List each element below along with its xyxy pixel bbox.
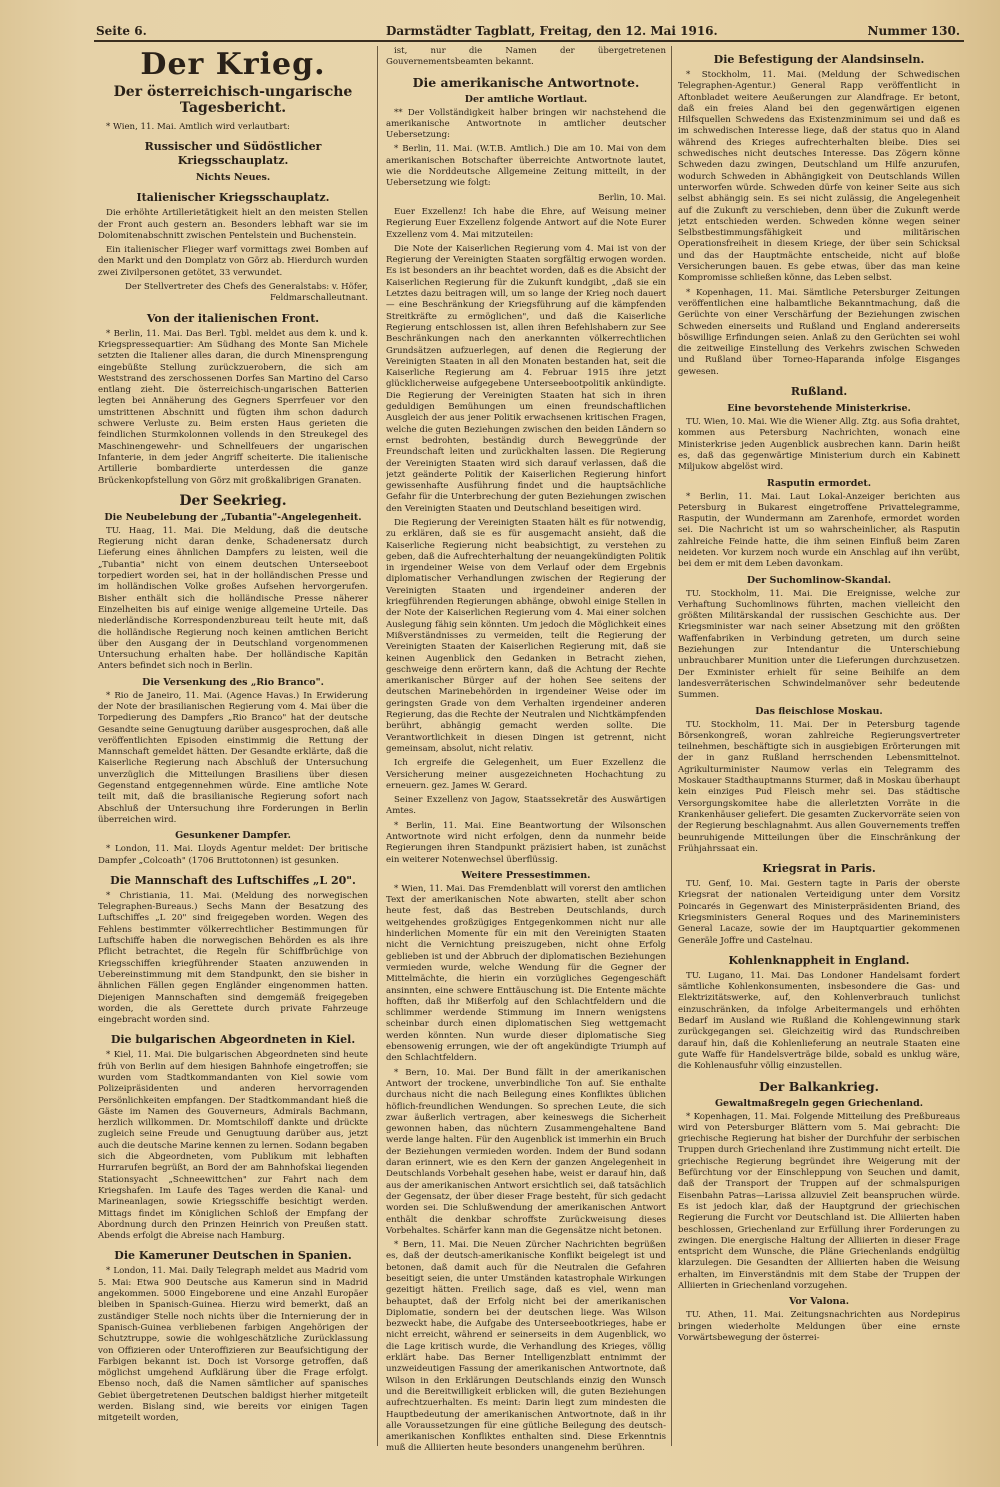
dateline: * Wien, 11. Mai. Amtlich wird verlautbart:: [106, 122, 290, 132]
article-text: * Kopenhagen, 11. Mai. Folgende Mitteilung des Preßbureaus wird von Petersburger Blättern vom 5. Mai gebracht: Die griechische Regierung hat bisher der Durchfuhr der serbischen Truppen durch Griechenland ihre Zustimmung nicht erteilt. Die griechische Regierung begründet ihre Weigerung mit der Befürchtung vor der Einschleppung von Seuchen und damit, daß der Transport der Truppen auf der schmalspurigen Eisenbahn Patras—Larissa allzuviel Zeit beanspruchen würde. Es ist jedoch klar, daß der Hauptgrund der griechischen Regierung die Furcht vor Deutschland ist. Die Alliierten haben beschlossen, Griechenland zur Erfüllung ihrer Forderungen zu zwingen. Die energische Haltung der Alliierten in dieser Frage entspricht dem Wunsche, die Pläne Griechenlands endgültig klarzulegen. Die Gesandten der Alliierten haben die Weisung erhalten, im Einverständnis mit dem Stabe der Truppen der Alliierten in Griechenland vorzugehen.: [678, 1111, 960, 1292]
heading-cameroon-germans: Die Kameruner Deutschen in Spanien.: [114, 1249, 352, 1263]
article-text: * Berlin, 11. Mai. Das Berl. Tgbl. meldet aus dem k. und k. Kriegspressequartier: Am Südhang des Monte San Michele setzten die Italiener alles daran, die durch Minensprengung eingebüßte Stellung zurückzuerobern, die sich am Weststrand des zerschossenen Dorfes San Martino del Carso entlang zieht. Die österreichisch-ungarischen Batterien legten bei Annäherung des Gegners Sperrfeuer vor den umstrittenen Abschnitt und fügten ihm schon dadurch schwere Verluste zu. Beim ersten Haus gerieten die feindlichen Sturmkolonnen vollends in den Streukegel des Maschinengewehr- und Schnellfeuers der ungarischen Infanterie, in dem jeder Angriff scheiterte. Die italienische Artillerie bombardierte unterdessen die ganze Brückenkopfstellung von Görz mit großkalibrigen Granaten.: [98, 328, 368, 486]
article-text: Die Note der Kaiserlichen Regierung vom 4. Mai ist von der Regierung der Vereinigten Staaten sorgfältig erwogen worden. Es ist besonders an ihr beachtet worden, daß es die Absicht der Kaiserlichen Regierung für die Zukunft kundgibt, „daß sie ein Letztes dazu beitragen will, um so lange der Krieg noch dauert — eine Beschränkung der Kriegsführung auf die kämpfenden Streitkräfte zu ermöglichen", und daß die Kaiserliche Regierung entschlossen ist, allen ihren Befehlshabern zur See Beschränkungen nach den anerkannten völkerrechtlichen Grundsätzen aufzuerlegen, auf denen die Regierung der Vereinigten Staaten in all den Monaten bestanden hat, seit die Kaiserliche Regierung am 4. Februar 1915 ihre jetzt glücklicherweise aufgegebene Unterseebootpolitik ankündigte. Die Regierung der Vereinigten Staaten hat sich in ihren geduldigen Bemühungen um einen freundschaftlichen Ausgleich der aus jener Politik erwachsenen kritischen Fragen, welche die guten Beziehungen zwischen den beiden Ländern so ernst bedrohten, beständig durch Beweggründe der Freundschaft leiten und zurückhalten lassen. Die Regierung der Vereinigten Staaten wird sich darauf verlassen, daß die jetzt geänderte Politik der Kaiserlichen Regierung hinfort gewissenhafte Ausführung findet und die hauptsächliche Gefahr für die Unterbrechung der guten Beziehungen zwischen den Vereinigten Staaten und Deutschland beseitigen wird.: [386, 243, 666, 514]
column-1: [98, 46, 368, 1466]
subheading-rasputin: Rasputin ermordet.: [766, 477, 872, 489]
article-text: * Christiania, 11. Mai. (Meldung des norwegischen Telegraphen-Bureaus.) Sechs Mann der Besatzung des Luftschiffes „L 20" sind freigegeben worden. Wegen des Fehlens bestimmter völkerrechtlicher Bestimmungen für Luftschiffe haben die norwegischen Behörden es als ihre Pflicht betrachtet, die Regeln für Schiffbrüchige von Kriegsschiffen kriegführender Staaten anzuwenden in Uebereinstimmung mit dem Standpunkt, den sie bisher in ähnlichen Fällen gegen Engländer eingenommen hatten. Diejenigen Mannschaften sind demgemäß freigegeben worden, die als Gerettete durch private Fahrzeuge eingebracht worden sind.: [98, 890, 368, 1026]
subheading-greece: Gewaltmaßregeln gegen Griechenland.: [714, 1097, 924, 1109]
heading-l20-crew: Die Mannschaft des Luftschiffes „L 20".: [110, 873, 356, 887]
heading-italian-front: Italienischer Kriegsschauplatz.: [136, 191, 330, 205]
issue-number: Nummer 130.: [867, 24, 960, 38]
article-text: ** Der Vollständigkeit halber bringen wir nachstehend die amerikanische Antwortnote in amtlicher deutscher Uebersetzung:: [386, 107, 666, 141]
article-text: * Rio de Janeiro, 11. Mai. (Agence Havas.) In Erwiderung der Note der brasilianischen Regierung vom 4. Mai über die Torpedierung des Dampfers „Rio Branco" hat der deutsche Gesandte seine Genugtuung darüber ausgesprochen, daß alle veröffentlichten Episoden einstimmig die Rettung der Mannschaft gemeldet hätten. Der Gesandte erklärte, daß die Kaiserliche Regierung nach Abschluß der Untersuchung unverzüglich die Mitteilungen Brasiliens über diesen Gegenstand entgegennehmen würde. Eine amtliche Note teilt mit, daß die brasilianische Regierung sofort nach Abschluß der Untersuchung ihre Forderungen in Berlin überreichen wird.: [98, 690, 368, 825]
heading-russia: Rußland.: [790, 385, 848, 399]
heading-bulgarian-deputies: Die bulgarischen Abgeordneten in Kiel.: [110, 1033, 356, 1047]
column-2: [386, 46, 666, 1466]
signature: Der Stellvertreter des Chefs des Generalstabs: v. Höfer, Feldmarschalleutnant.: [125, 282, 368, 304]
section-title: Der Krieg.: [140, 47, 326, 82]
subheading-suchomlinow: Der Suchomlinow-Skandal.: [746, 574, 892, 586]
article-text: Ein italienischer Flieger warf vormittags zwei Bomben auf den Markt und den Domplatz von Görz ab. Hierdurch wurden zwei Zivilpersonen getötet, 33 verwundet.: [98, 245, 368, 278]
article-text: Ich ergreife die Gelegenheit, um Euer Exzellenz die Versicherung meiner ausgezeichneten Hochachtung zu erneuern. gez. James W. Gerard.: [386, 758, 666, 791]
subheading-tubantia: Die Neubelebung der „Tubantia"-Angelegenheit.: [104, 511, 362, 523]
article-text: * Kiel, 11. Mai. Die bulgarischen Abgeordneten sind heute früh von Berlin auf dem hiesigen Bahnhofe eingetroffen; sie wurden vom Stadtkommandanten von Kiel sowie vom Polizeipräsidenten und anderen hervorragenden Persönlichkeiten empfangen. Der Stadtkommandant hieß die Gäste im Namen des Gouverneurs, Admirals Bachmann, herzlich willkommen. Dr. Momtschiloff dankte und drückte zugleich seine Freude und Genugtuung darüber aus, jetzt auch die deutsche Marine kennen zu lernen. Sodann begaben sich die Abgeordneten, vom Publikum mit lebhaften Hurrarufen begrüßt, an Bord der am Bahnhofskai liegenden Stationsyacht „Schneewittchen" zur Fahrt nach dem Kriegshafen. Im Laufe des Tages werden die Kanal- und Marineanlagen, sowie Kriegsschiffe besichtigt werden. Mittags findet im Königlichen Schloß der Empfang der Abordnung durch den Prinzen Heinrich von Preußen statt. Abends erfolgt die Abreise nach Hamburg.: [98, 1050, 368, 1242]
article-text: * Bern, 10. Mai. Der Bund fällt in der amerikanischen Antwort der trockene, unverbindliche Ton auf. Sie enthalte durchaus nicht die nach Beilegung eines Konfliktes üblichen höflich-freundlichen Wendungen. So sprechen Leute, die sich zwar äußerlich vertragen, aber keineswegs die Sicherheit gewonnen haben, das nüchtern Zusammengehaltene Band werde lange halten. Für den Augenblick ist immerhin ein Bruch der Beziehungen vermieden worden. Indem der Bund sodann daran erinnert, wie es den Kern der ganzen Angelegenheit in Deutschlands Vorbehalt gesehen habe, weist er darauf hin, daß aus der amerikanischen Antwort ersichtlich sei, daß tatsächlich der Gegensatz, der über dieser Frage besteht, für sich gedacht worden sei. Die Schlußwendung der amerikanischen Antwort enthält die denkbar schroffste Zurückweisung dieses Vorbehaltes. Schärfer kann man die Gegensätze nicht betonen.: [386, 1067, 666, 1236]
heading-balkan-war: Der Balkankrieg.: [758, 1078, 880, 1094]
column-divider: [377, 46, 378, 1446]
article-text: TU. Stockholm, 11. Mai. Der in Petersburg tagende Börsenkongreß, woran zahlreiche Regierungsvertreter teilnehmen, beschäftigte sich in ausgiebigen Erörterungen mit der in ganz Rußland herrschenden Lebensmittelnot. Agrikulturminister Naumow verlas ein Telegramm des Moskauer Stadthauptmanns Sturmer, daß in Moskau überhaupt kein einziges Pud Fleisch mehr sei. Das städtische Versorgungskomitee habe die allerletzten Vorräte in die Krankenhäuser geliefert. Die gesamten Zuckervorräte seien von der Regierung beschlagnahmt. Aus allen Gouvernements treffen beunruhigende Mitteilungen über die Einschränkung der Frühjahrssaat ein.: [678, 719, 960, 854]
report-title: Der österreichisch-ungarische Tagesbericht.: [113, 84, 353, 116]
heading-war-council-paris: Kriegsrat in Paris.: [762, 862, 876, 876]
nothing-new: Nichts Neues.: [195, 172, 271, 184]
article-text: * London, 11. Mai. Lloyds Agentur meldet: Der britische Dampfer „Colcoath" (1706 Bruttotonnen) ist gesunken.: [98, 844, 368, 866]
article-text: Euer Exzellenz! Ich habe die Ehre, auf Weisung meiner Regierung Euer Exzellenz folgende Antwort auf die Note Eurer Exzellenz vom 4. Mai mitzuteilen:: [386, 206, 666, 240]
heading-russian-front: Russischer und Südöstlicher Kriegsschauplatz.: [144, 140, 322, 168]
heading-american-note: Die amerikanische Antwortnote.: [412, 74, 640, 90]
subheading-rio-branco: Die Versenkung des „Rio Branco".: [142, 676, 324, 688]
article-text: * Kopenhagen, 11. Mai. Sämtliche Petersburger Zeitungen veröffentlichen eine halbamtliche Bekanntmachung, daß die Gerüchte von einer Verschärfung der Beziehungen zwischen Schweden einerseits und Rußland und England andererseits böswillige Erfindungen seien. Anlaß zu den Gerüchten sei wohl die zeitweilige Einstellung des Verkehrs zwischen Schweden und Rußland über Torneo-Haparanda infolge Eisganges gewesen.: [678, 287, 960, 377]
article-text: ist, nur die Namen der übergetretenen Gouvernementsbeamten bekannt.: [386, 46, 666, 68]
heading-coal-shortage: Kohlenknappheit in England.: [728, 953, 910, 967]
subheading-meatless-moscow: Das fleischlose Moskau.: [755, 705, 883, 717]
subheading-minister-crisis: Eine bevorstehende Ministerkrise.: [727, 403, 911, 415]
heading-aland-islands: Die Befestigung der Alandsinseln.: [713, 53, 925, 66]
article-text: TU. Genf, 10. Mai. Gestern tagte in Paris der oberste Kriegsrat der nationalen Verteidigung unter dem Vorsitz Poincarés in Gegenwart des Ministerpräsidenten Briand, des Kriegsministers General Roques und des Marineministers General Lacaze, sowie der im Hauptquartier gekommenen Generäle Joffre und Castelnau.: [678, 879, 960, 946]
subheading-sunk-steamer: Gesunkener Dampfer.: [175, 830, 291, 842]
article-text: TU. Athen, 11. Mai. Zeitungsnachrichten aus Nordepirus bringen wiederholte Meldungen über eine ernste Vorwärtsbewegung der österrei-: [678, 1310, 960, 1343]
article-text: TU. Lugano, 11. Mai. Das Londoner Handelsamt fordert sämtliche Kohlenkonsumenten, insbesondere die Gas- und Elektrizitätswerke, auf, den Kohlenverbrauch tunlichst einzuschränken, da infolge Arbeitermangels und erhöhten Bedarf im Ausland wie Rußland die Kohlengewinnung stark zurückgegangen sei. Gleichzeitig wird das Rundschreiben darauf hin, daß die Kohlenlieferung an neutrale Staaten eine gute Waffe für Handelsverträge bilde, sobald es unklug wäre, die Kohlenausfuhr völlig einzustellen.: [678, 970, 960, 1072]
dateline: Berlin, 10. Mai.: [598, 192, 666, 203]
article-text: * Berlin, 11. Mai. (W.T.B. Amtlich.) Die am 10. Mai von dem amerikanischen Botschafter überreichte Antwortnote lautet, wie die Norddeutsche Allgemeine Zeitung mitteilt, in der Uebersetzung wie folgt:: [386, 144, 666, 189]
article-text: * London, 11. Mai. Daily Telegraph meldet aus Madrid vom 5. Mai: Etwa 900 Deutsche aus Kamerun sind in Madrid angekommen. 5000 Eingeborene und eine Anzahl Europäer bleiben in Spanisch-Guinea. Hierzu wird bemerkt, daß an zuständiger Stelle noch nichts über die Internierung der in Spanisch-Guinea verbliebenen farbigen Angehörigen der Schutztruppe, sowie die wohlgeschätzliche Zurücklassung von Offizieren oder Unteroffizieren zur Beaufsichtigung der Farbigen bekannt ist. Doch ist Vorsorge getroffen, daß möglichst umgehend Aufklärung über die Frage erfolgt. Ebenso noch, daß die Namen sämtlicher auf spanisches Gebiet übergetretenen Deutschen baldigst hierher mitgeteilt werden. Bislang sind, wie bereits vor einigen Tagen mitgeteilt worden,: [98, 1266, 368, 1424]
column-3: [678, 46, 960, 1466]
masthead-line: Darmstädter Tagblatt, Freitag, den 12. Mai 1916.: [386, 24, 718, 38]
article-text: * Bern, 11. Mai. Die Neuen Zürcher Nachrichten begrüßen es, daß der deutsch-amerikanische Konflikt beigelegt ist und betonen, daß damit auch für die Neutralen die Gefahren beseitigt seien, die unter Umständen katastrophale Wirkungen gezeitigt hätten. Freilich sage, daß es viel, wenn man behauptet, daß der Erfolg nicht bei der amerikanischen Diplomatie, sondern bei der deutschen liege. Was Wilson bezweckt habe, die Aufgabe des Unterseebootkrieges, habe er nicht erreicht, während er seinerseits in dem Augenblick, wo die Lage kritisch wurde, die Verhandlung des Krieges, völlig erklärt habe. Das Berner Intelligenzblatt entnimmt der unzweideutigen Fassung der amerikanischen Antwortnote, daß Wilson in den Erklärungen Deutschlands einzig den Wunsch und die Bereitwilligkeit erblicken will, die guten Beziehungen aufrechtzuerhalten. Es meint: Darin liegt zum mindesten die Hauptbedeutung der amerikanischen Antwortnote, daß in ihr alle Voraussetzungen für eine gütliche Beilegung des deutsch-amerikanischen Konfliktes enthalten sind. Diese Erkenntnis muß die Alliierten heute besonders unangenehm berühren.: [386, 1240, 666, 1454]
article-text: Die Regierung der Vereinigten Staaten hält es für notwendig, zu erklären, daß sie es für ausgemacht ansieht, daß die Kaiserliche Regierung nicht beabsichtigt, zu verstehen zu geben, daß die Aufrechterhaltung der neuangekündigten Politik in irgendeiner Weise von dem Verlauf oder dem Ergebnis diplomatischer Verhandlungen zwischen der Regierung der Vereinigten Staaten und irgendeiner anderen der kriegführenden Regierungen abhänge, obwohl einige Stellen in der Note der Kaiserlichen Regierung vom 4. Mai einer solchen Auslegung fähig sein könnten. Um jedoch die Möglichkeit eines Mißverständnisses zu vermeiden, teilt die Regierung der Vereinigten Staaten der Kaiserlichen Regierung mit, daß sie keinen Augenblick den Gedanken in Betracht ziehen, geschweige denn erörtern kann, daß die Achtung der Rechte amerikanischer Bürger auf der hohen See seitens der deutschen Marinebehörden in irgendeiner Weise oder im geringsten Grade von dem Verhalten irgendeiner anderen Regierung, das die Rechte der Neutralen und Nichtkämpfenden berührt, abhängig gemacht werden sollte. Die Verantwortlichkeit in diesen Dingen ist getrennt, nicht gemeinsam, absolut, nicht relativ.: [386, 517, 666, 754]
article-text: Die erhöhte Artillerietätigkeit hielt an den meisten Stellen der Front auch gestern an. Besonders lebhaft war sie im Dolomitenabschnitt zwischen Pentelstein und Buchenstein.: [98, 208, 368, 241]
article-text: * Wien, 11. Mai. Das Fremdenblatt will vorerst den amtlichen Text der amerikanischen Note abwarten, stellt aber schon heute fest, daß das Bestreben Deutschlands, durch weitgehendes großzügiges Entgegenkommen nicht nur alle hinderlichen Momente für ein mit den Vereinigten Staaten nicht die Vernichtung preiszugeben, nicht ohne Erfolg geblieben ist und der Abbruch der diplomatischen Beziehungen vermieden wurde, welche Wendung für die Gegner der Mittelmächte, die hierin ein vorzügliches Gegengeschäft ansinnten, eine schwere Enttäuschung ist. Die Entente mächte hofften, daß ihr Mißerfolg auf den Schlachtfeldern und die schlimmer werdende Stimmung im Innern wenigstens scheinbar durch einen diplomatischen Sieg wettgemacht werden könnten. Nun wurde dieser diplomatische Sieg ebensowenig errungen, wie der oft angekündigte Triumph auf den Schlachtfeldern.: [386, 883, 666, 1064]
header-rule: [94, 40, 964, 42]
subheading-valona: Vor Valona.: [788, 1296, 850, 1308]
article-text: * Berlin, 11. Mai. Laut Lokal-Anzeiger berichten aus Petersburg in Bukarest eingetroffene Privattelegramme, Rasputin, der Wundermann am Zarenhofe, ermordet worden sei. Die Nachricht ist um so wahrscheinlicher, als Rasputin zahlreiche Feinde hatte, die ihm seinen Einfluß beim Zaren neideten. Vor kurzem noch wurde ein Anschlag auf ihn verübt, bei dem er mit dem Leben davonkam.: [678, 491, 960, 570]
article-text: TU. Wien, 10. Mai. Wie die Wiener Allg. Ztg. aus Sofia drahtet, kommen aus Petersburg Nachrichten, wonach eine Ministerkrise jeden Augenblick ausbrechen kann. Darin heißt es, daß das gegenwärtige Ministerium durch ein Kabinett Miljukow abgelöst wird.: [678, 417, 960, 473]
subheading-press-voices: Weitere Pressestimmen.: [461, 869, 591, 881]
article-text: Seiner Exzellenz von Jagow, Staatssekretär des Auswärtigen Amtes.: [386, 795, 666, 817]
article-text: * Stockholm, 11. Mai. (Meldung der Schwedischen Telegraphen-Agentur.) General Rapp veröffentlicht in Aftonbladet weitere Aeußerungen zur Alandfrage. Er betont, daß ein freies Aland bei den gegenwärtigen eigenen Hilfsquellen Schwedens das Existenzminimum sei und daß es im schwedischen Interesse liege, daß der status quo in Aland während des Krieges aufrechterhalten bleibe. Dies sei schwedisches nicht deutsches Interesse. Das Zögern könne Schweden dazu zwingen, Deutschland um Hilfe anzurufen, wodurch Schweden in Abhängigkeit von Deutschlands Willen unterworfen würde. Schweden dürfe von keiner Seite aus sich selbst abhängig sein. Es sei nicht zulässig, die Angelegenheit auf die Zukunft zu verschieben, denn über die Zukunft werde jetzt entschieden werden. Schweden könne wegen seiner Selbstbestimmungsfähigkeit und militärischen Operationsfreiheit in diesem Kriege, der über sein Schicksal und das der Hauptmächte entscheide, nicht auf bloße Versicherungen bauen. Es gebe etwas, über das man keine Kompromisse schließen könne, das Leben selbst.: [678, 70, 960, 284]
article-text: TU. Haag, 11. Mai. Die Meldung, daß die deutsche Regierung nicht daran denke, Schadenersatz durch Lieferung eines ähnlichen Dampfers zu leisten, weil die „Tubantia" nicht von einem deutschen Unterseeboot torpediert worden sei, hat in der holländischen Presse und im holländischen Volke großes Aufsehen hervorgerufen. Bisher enthält sich die holländische Presse näherer Einzelheiten bis auf einige wenige allgemeine Urteile. Das niederländische Korrespondenzbureau teilt heute mit, daß die holländische Regierung noch keinen amtlichen Bericht über den Ausgang der in Deutschland vorgenommenen Untersuchung erhalten habe. Der holländische Kapitän Anters befindet sich noch in Berlin.: [98, 525, 368, 672]
heading-naval-war: Der Seekrieg.: [179, 492, 287, 509]
heading-from-italian-front: Von der italienischen Front.: [146, 311, 320, 325]
page-header: [96, 24, 960, 46]
article-text: * Berlin, 11. Mai. Eine Beantwortung der Wilsonschen Antwortnote wird nicht erfolgen, denn da nunmehr beide Regierungen ihren Standpunkt präzisiert haben, ist zunächst ein weiterer Notenwechsel überflüssig.: [386, 820, 666, 865]
subheading-official-text: Der amtliche Wortlaut.: [464, 93, 588, 105]
column-divider: [671, 46, 672, 1446]
article-text: TU. Stockholm, 11. Mai. Die Ereignisse, welche zur Verhaftung Suchomlinows führten, machen vielleicht den größten Militärskandal der russischen Geschichte aus. Der Kriegsminister war nach seiner Absetzung mit den größten Waffenfabriken in Verbindung getreten, um durch seine Beziehungen zur Intendantur die Unterschiebung unbrauchbarer Munition unter die Lieferungen durchzusetzen. Der Exminister erhielt für seine Beihilfe an dem landesverräterischen Schwindelmanöver sehr bedeutende Summen.: [678, 588, 960, 701]
page-number: Seite 6.: [96, 24, 147, 38]
